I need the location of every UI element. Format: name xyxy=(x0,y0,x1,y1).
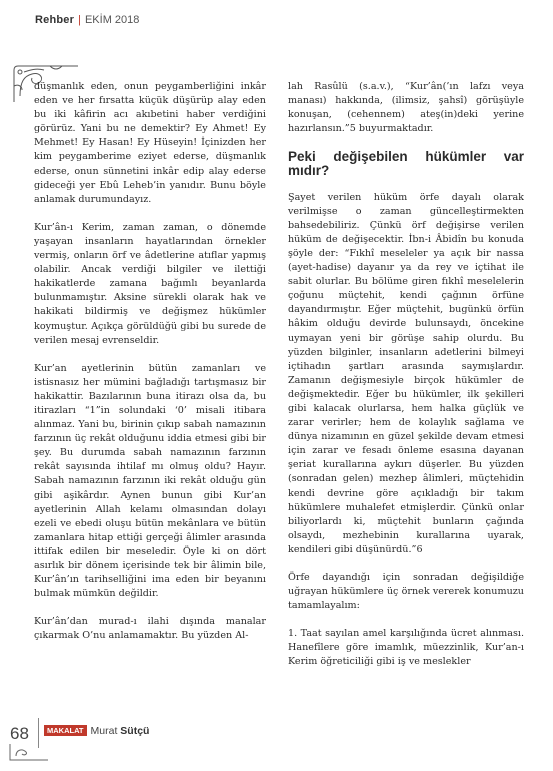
author-first-name: Murat xyxy=(90,725,118,737)
paragraph: Kur’an ayetlerinin bütün zamanları ve istisnasız her mümini bağladığı tartışmasız bir hakikattir. Bazılarının buna itirazı olsa da, bu itirazları “1”in solundaki ‘0’ misali itibara alınmaz. Yani bu, birinin çıkıp sabah namazının farzının üç rekât olduğunu iddia etmesi gibi bir şey. Bu durumda sabah namazının farzının rekât sayısında ihtilaf mı olmuş oldu? Hayır. Sabah namazının farzının iki rekât olduğu gün gibi aşikârdır. Aynen bunun gibi Kur’an ayetlerinin Allah kelamı olmasından dolayı ezeli ve ebedi oluşu bütün mekânlara ve bütün zamanlara hitap ettiği gerçeği âlimler arasında ittifak edilen bir meseledir. Öyle ki on dört asırlık bir dönem içerisinde tek bir âlimin bile, Kur’ân’ın tarihselliğini ima eden bir beyanını bulmak mümkün değildir. xyxy=(34,362,266,600)
paragraph: Örfe dayandığı için sonradan değişildiğe uğrayan hükümlere üç örnek vererek konumuzu tamamlayalım: xyxy=(288,572,524,612)
paragraph: Şayet verilen hüküm örfe dayalı olarak verilmişse o zaman güncelleştirmekten bahsedebiliriz. Çünkü örf değişirse verilen hüküm de değişecektir. İbn-i Âbidîn bu konuda şöyle der: “Fıkhî meseleler ya açık bir nassa (ayet-hadise) dayanır ya da rey ve içtihat ile sabit olurlar. Bu bölüme giren fıkhî meselelerin çoğunu müçtehit, kendi çağının örfüne dayandırmıştır. Eğer müçtehit, bugünkü örfün hâkim olduğu devirde bulunsaydı, öncekine uymayan yeni bir görüşe sahip olurdu. Bu yüzden bilginler, insanların adetlerini bilmeyi içtihadın şartları arasında saymışlardır. Zamanın değişmesiyle birçok hükümler de değişmektedir. Eğer bu hükümler, ilk şekilleri gibi kalacak olurlarsa, hem halka güçlük ve zarar verirler; hem de kolaylık sağlama ve dünya nizamının en güzel şekilde devam etmesi için zarar ve fesadı önleme esasına dayanan şeriat kurallarına aykırı düşerler. Bu yüzden (sonradan gelen) mezhep âlimleri, müçtehidin kendi devrine göre açıkladığı bir takım hükümlere muhalefet etmişlerdir. Çünkü onlar biliyorlardı ki, müçtehit bunların çağında olsaydı, mezhebinin kurallarına uyarak, kendileri gibi düşünürdü.”6 xyxy=(288,191,524,555)
author-last-name: Sütçü xyxy=(120,725,150,737)
footer-ornament-icon xyxy=(8,742,52,764)
running-header xyxy=(35,14,139,26)
section-tag: MAKALAT xyxy=(44,725,87,736)
paragraph: Kur’ân-ı Kerim, zaman zaman, o dönemde yaşayan insanların hayatlarından örnekler vermiş, onların örf ve âdetlerine atıflar yapmış olabilir. Ancak verdiği bilgiler ve ilettiği hakikatlerde zamana bağımlı beyanlarda bulunmamıştır. Aksine sürekli olarak hak ve hakikati bildirmiş ve değişmez hükümler koymuştur. Açıkça görüldüğü gibi bu surede de verilen mesaj evrenseldir. xyxy=(34,221,266,346)
paragraph: düşmanlık eden, onun peygamberliğini inkâr eden ve her fırsatta küçük düşürüp alay eden bu iki kâfirin acı akıbetini haber verdiğini görürüz. Yani bu ne demektir? Ey Ahmet! Ey Mehmet! Ey Hasan! Ey Hüseyin! İçinizden her kim peygamberime eziyet ederse, düşmanlık ederse, onun sünnetini inkâr edip alay ederse gideceği yer Ebû Leheb’in yanıdır. Bunu böyle anlamak durumundayız. xyxy=(34,81,266,205)
paragraph: Kur’ân’dan murad-ı ilahi dışında manalar çıkarmak O’nu anlamamaktır. Bu yüzden Al- xyxy=(34,616,266,642)
section-heading: Peki değişebilen hükümler var mıdır? xyxy=(288,149,524,179)
paragraph: lah Rasûlü (s.a.v.), “Kur’ân(’ın lafzı veya manası) hakkında, (ilimsiz, şahsî) görüşüyle konuşan, (cehennem) ateş(in)deki yerine hazırlansın.”5 buyurmaktadır. xyxy=(288,81,524,135)
issue-date: EKİM 2018 xyxy=(84,14,140,26)
right-column xyxy=(288,80,524,684)
page-number: 68 xyxy=(10,724,29,743)
author-line xyxy=(44,725,149,737)
left-column xyxy=(34,80,266,657)
magazine-brand: Rehber xyxy=(35,14,75,26)
paragraph: 1. Taat sayılan amel karşılığında ücret alınması. Hanefîlere göre imamlık, müezzinlik, Kur’an-ı Kerim öğreticiliği gibi iş ve meslekler xyxy=(288,628,524,668)
header-separator: | xyxy=(78,14,81,26)
